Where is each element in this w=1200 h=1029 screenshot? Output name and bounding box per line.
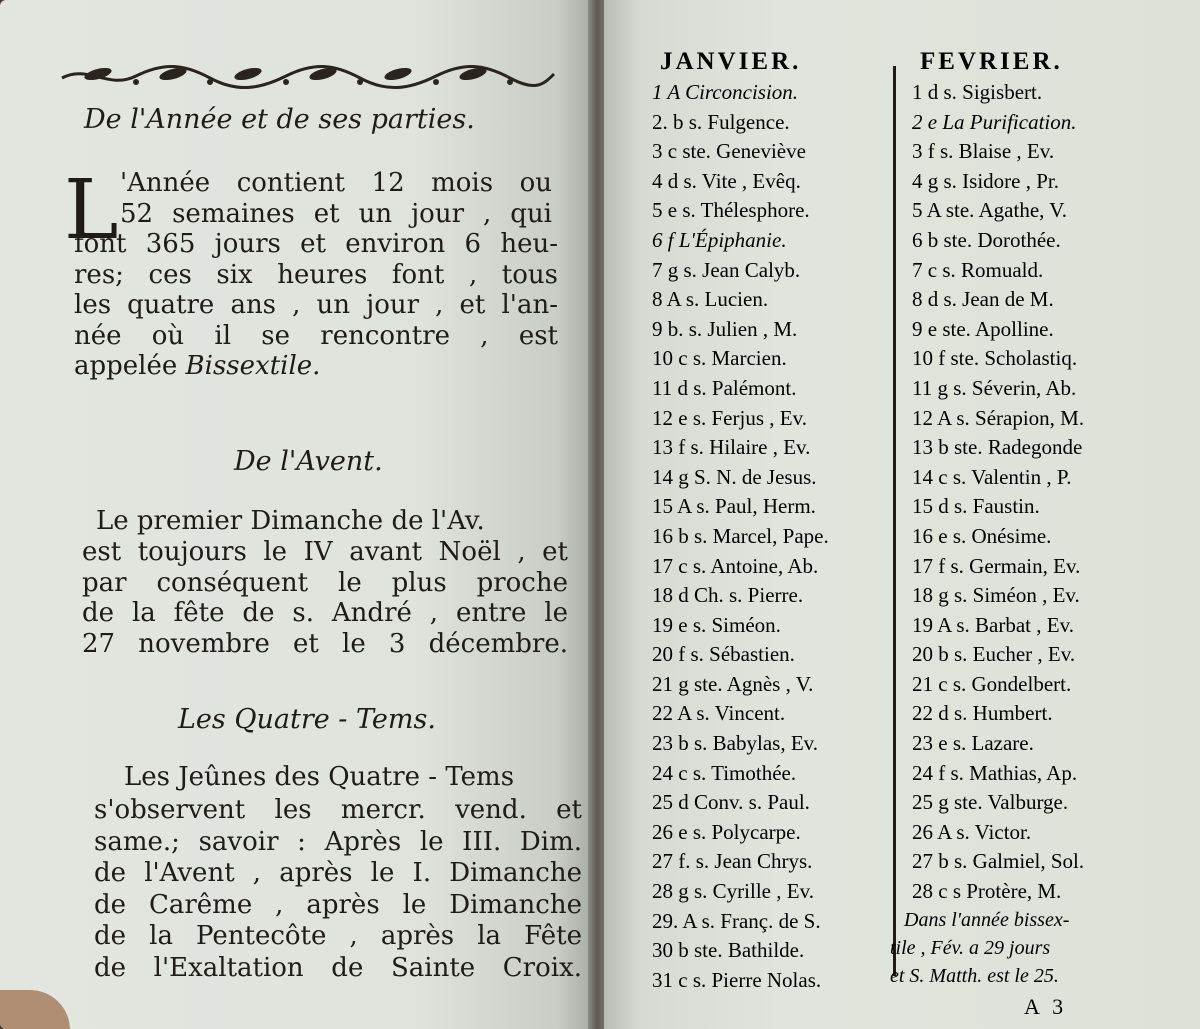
calendar-day-row: 16 b s. Marcel, Pape. bbox=[652, 523, 829, 548]
calendar-day-row: 20 b s. Eucher , Ev. bbox=[912, 642, 1076, 667]
calendar-day-row: 9 b. s. Julien , M. bbox=[652, 316, 798, 341]
calendar-day-row: 29. A s. Franç. de S. bbox=[652, 908, 821, 933]
calendar-day-row: 18 d Ch. s. Pierre. bbox=[652, 583, 804, 608]
calendar-day-row: 23 b s. Babylas, Ev. bbox=[652, 731, 819, 756]
fevrier-day-list bbox=[912, 78, 1162, 907]
calendar-day-row: 8 d s. Jean de M. bbox=[912, 287, 1054, 312]
calendar-day-row: 4 g s. Isidore , Pr. bbox=[912, 168, 1059, 193]
calendar-column-janvier bbox=[652, 48, 888, 995]
calendar-day-row: 20 f s. Sébastien. bbox=[652, 642, 795, 667]
calendar-day-row: 18 g s. Siméon , Ev. bbox=[912, 583, 1080, 608]
calendar-day-row: 16 e s. Onésime. bbox=[912, 523, 1052, 548]
calendar-day-row: 2. b s. Fulgence. bbox=[652, 109, 790, 134]
month-title-janvier: JANVIER. bbox=[660, 48, 802, 75]
calendar-day-row: 26 A s. Victor. bbox=[912, 819, 1032, 844]
text-line: 27 novembre et le 3 décembre. bbox=[82, 628, 568, 659]
calendar-day-row: 21 g ste. Agnès , V. bbox=[652, 671, 814, 696]
calendar-day-row: 2 e La Purification. bbox=[912, 109, 1077, 134]
text-line: Les Jeûnes des Quatre - Tems bbox=[124, 762, 515, 792]
paragraph-annee-top bbox=[120, 168, 552, 229]
calendar-day-row: 31 c s. Pierre Nolas. bbox=[652, 967, 822, 992]
text-line: same.; savoir : Après le III. Dim. bbox=[94, 826, 582, 857]
section-title-annee: De l'Année et de ses parties. bbox=[84, 104, 475, 135]
calendar-day-row: 7 g s. Jean Calyb. bbox=[652, 257, 801, 282]
text-line: née où il se rencontre , est bbox=[74, 320, 558, 351]
calendar-day-row: 6 b ste. Dorothée. bbox=[912, 227, 1061, 252]
calendar-day-row: 24 c s. Timothée. bbox=[652, 760, 797, 785]
text-line: les quatre ans , un jour , et l'an- bbox=[74, 290, 558, 320]
note-line: et S. Matth. est le 25. bbox=[890, 965, 1059, 987]
text-line: 'Année contient 12 mois ou bbox=[120, 168, 552, 198]
calendar-day-row: 10 c s. Marcien. bbox=[652, 346, 787, 371]
calendar-day-row: 28 g s. Cyrille , Ev. bbox=[652, 879, 814, 904]
calendar-day-row: 25 g ste. Valburge. bbox=[912, 790, 1069, 815]
text-line: de la Pentecôte , après la Fête bbox=[94, 921, 582, 951]
text-line: est toujours le IV avant Noël , et bbox=[82, 537, 568, 567]
calendar-day-row: 25 d Conv. s. Paul. bbox=[652, 790, 810, 815]
calendar-day-row: 11 d s. Palémont. bbox=[652, 375, 797, 400]
drop-cap: L bbox=[64, 163, 119, 258]
calendar-day-row: 7 c s. Romuald. bbox=[912, 257, 1044, 282]
calendar-day-row: 14 g S. N. de Jesus. bbox=[652, 464, 817, 489]
text-line: de l'Avent , après le I. Dimanche bbox=[94, 858, 582, 888]
text-line: res; ces six heures font , tous bbox=[74, 259, 558, 290]
text-line: de Carême , après le Dimanche bbox=[94, 889, 582, 920]
calendar-day-row: 4 d s. Vite , Evêq. bbox=[652, 168, 801, 193]
calendar-day-row: 15 d s. Faustin. bbox=[912, 494, 1040, 519]
calendar-day-row: 19 e s. Siméon. bbox=[652, 612, 781, 637]
calendar-day-row: 27 f. s. Jean Chrys. bbox=[652, 849, 813, 874]
text-line: de la fête de s. André , entre le bbox=[82, 598, 568, 628]
left-page bbox=[0, 0, 592, 1029]
calendar-day-row: 3 c ste. Geneviève bbox=[652, 139, 806, 164]
calendar-day-row: 22 d s. Humbert. bbox=[912, 701, 1053, 726]
note-line: tile , Fév. a 29 jours bbox=[890, 937, 1051, 959]
calendar-day-row: 13 f s. Hilaire , Ev. bbox=[652, 435, 811, 460]
calendar-day-row: 17 f s. Germain, Ev. bbox=[912, 553, 1081, 578]
calendar-day-row: 5 A ste. Agathe, V. bbox=[912, 198, 1067, 223]
text-line: s'observent les mercr. vend. et bbox=[94, 795, 582, 825]
calendar-day-row: 8 A s. Lucien. bbox=[652, 287, 769, 312]
calendar-day-row: 3 f s. Blaise , Ev. bbox=[912, 139, 1055, 164]
calendar-column-fevrier bbox=[912, 48, 1162, 907]
paragraph-avent-first bbox=[96, 506, 568, 537]
paragraph-tems-first bbox=[124, 762, 576, 793]
calendar-day-row: 26 e s. Polycarpe. bbox=[652, 819, 801, 844]
text-line: Le premier Dimanche de l'Av. bbox=[96, 506, 485, 536]
calendar-day-row: 6 f L'Épiphanie. bbox=[652, 227, 787, 252]
text-italic-bissextile: Bissextile. bbox=[185, 351, 321, 381]
calendar-day-row: 17 c s. Antoine, Ab. bbox=[652, 553, 819, 578]
calendar-day-row: 27 b s. Galmiel, Sol. bbox=[912, 849, 1085, 874]
page-signature: A 3 bbox=[1024, 994, 1068, 1019]
calendar-day-row: 9 e ste. Apolline. bbox=[912, 316, 1054, 341]
calendar-day-row: 19 A s. Barbat , Ev. bbox=[912, 612, 1074, 637]
ornament-vine-icon bbox=[58, 60, 558, 92]
thumb bbox=[0, 990, 70, 1029]
text-line: de l'Exaltation de Sainte Croix. bbox=[94, 952, 582, 983]
text-line: par conséquent le plus proche bbox=[82, 567, 568, 598]
calendar-day-row: 23 e s. Lazare. bbox=[912, 731, 1034, 756]
calendar-day-row: 21 c s. Gondelbert. bbox=[912, 671, 1072, 696]
calendar-day-row: 12 e s. Ferjus , Ev. bbox=[652, 405, 807, 430]
text-plain: appelée bbox=[74, 351, 178, 381]
calendar-day-row: 30 b ste. Bathilde. bbox=[652, 938, 805, 963]
calendar-day-row: 10 f ste. Scholastiq. bbox=[912, 346, 1078, 371]
calendar-day-row: 5 e s. Thélesphore. bbox=[652, 198, 810, 223]
note-line: Dans l'année bissex- bbox=[904, 909, 1070, 931]
janvier-day-list bbox=[652, 78, 888, 995]
text-line: 52 semaines et un jour , qui bbox=[120, 198, 552, 229]
paragraph-avent bbox=[82, 537, 568, 659]
calendar-day-row: 24 f s. Mathias, Ap. bbox=[912, 760, 1078, 785]
calendar-day-row: 15 A s. Paul, Herm. bbox=[652, 494, 816, 519]
calendar-day-row: 1 A Circoncision. bbox=[652, 80, 799, 104]
paragraph-annee-rest bbox=[74, 229, 558, 382]
calendar-day-row: 28 c s Protère, M. bbox=[912, 879, 1062, 904]
column-divider bbox=[893, 66, 896, 976]
calendar-day-row: 14 c s. Valentin , P. bbox=[912, 464, 1072, 489]
paragraph-tems bbox=[94, 795, 582, 984]
section-title-quatre-tems: Les Quatre - Tems. bbox=[178, 704, 436, 735]
calendar-day-row: 12 A s. Sérapion, M. bbox=[912, 405, 1085, 430]
calendar-day-row: 11 g s. Séverin, Ab. bbox=[912, 375, 1077, 400]
text-line: font 365 jours et environ 6 heu- bbox=[74, 229, 558, 259]
calendar-day-row: 13 b ste. Radegonde bbox=[912, 435, 1083, 460]
calendar-day-row: 22 A s. Vincent. bbox=[652, 701, 786, 726]
leap-year-note bbox=[882, 906, 1152, 990]
calendar-day-row: 1 d s. Sigisbert. bbox=[912, 80, 1043, 104]
section-title-avent: De l'Avent. bbox=[234, 446, 383, 477]
text-line bbox=[74, 351, 558, 382]
month-title-fevrier: FEVRIER. bbox=[920, 48, 1063, 75]
